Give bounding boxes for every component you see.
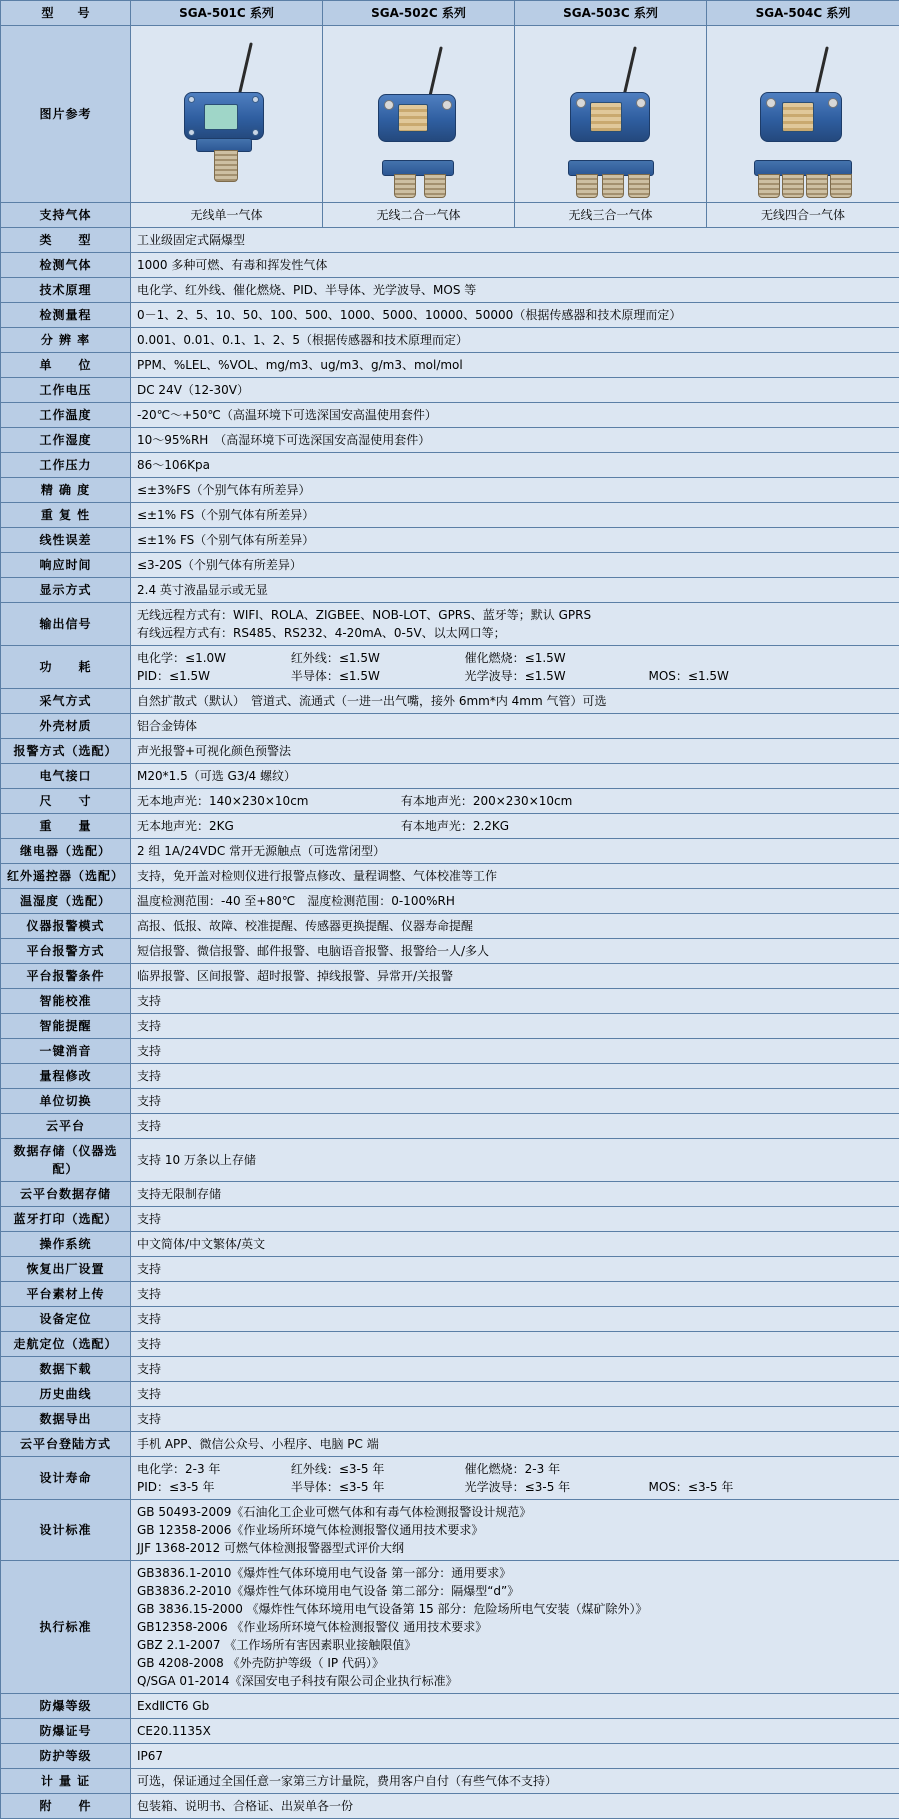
table-row xyxy=(1,1139,899,1182)
design-standard-label: 设计标准 xyxy=(1,1500,131,1561)
row-label: 计 量 证 xyxy=(1,1769,131,1794)
table-row xyxy=(1,1332,899,1357)
table-row xyxy=(1,328,899,353)
power-line-1 xyxy=(137,649,893,667)
row-label: 防爆等级 xyxy=(1,1694,131,1719)
table-row xyxy=(1,1182,899,1207)
row-value: 支持 xyxy=(131,1357,899,1382)
row-label: 恢复出厂设置 xyxy=(1,1257,131,1282)
row-value: ≤±3%FS（个别气体有所差异） xyxy=(131,478,899,503)
table-row xyxy=(1,689,899,714)
row-label: 技术原理 xyxy=(1,278,131,303)
table-row xyxy=(1,378,899,403)
row-value: 支持 xyxy=(131,1282,899,1307)
row-label: 线性误差 xyxy=(1,528,131,553)
device-image-502c xyxy=(323,26,515,203)
table-row xyxy=(1,578,899,603)
row-label: 外壳材质 xyxy=(1,714,131,739)
row-value: 2 组 1A/24VDC 常开无源触点（可选常闭型） xyxy=(131,839,899,864)
table-row xyxy=(1,1744,899,1769)
exec-standard-line: Q/SGA 01-2014《深国安电子科技有限公司企业执行标准》 xyxy=(137,1672,893,1690)
table-row xyxy=(1,1307,899,1332)
size-with-alarm: 有本地声光：200×230×10cm xyxy=(401,792,572,810)
row-value: 支持 xyxy=(131,1257,899,1282)
row-label: 数据下载 xyxy=(1,1357,131,1382)
design-standard-line: GB 12358-2006《作业场所环境气体检测报警仪通用技术要求》 xyxy=(137,1521,893,1539)
table-row xyxy=(1,403,899,428)
row-value: 自然扩散式（默认） 管道式、流通式（一进一出气嘴，接外 6mm*内 4mm 气管）可选 xyxy=(131,689,899,714)
power-line-2 xyxy=(137,667,893,685)
row-value: 0.001、0.01、0.1、1、2、5（根据传感器和技术原理而定） xyxy=(131,328,899,353)
row-value: 铝合金铸体 xyxy=(131,714,899,739)
lifetime-label: 设计寿命 xyxy=(1,1457,131,1500)
exec-standard-line: GB3836.1-2010《爆炸性气体环境用电气设备 第一部分：通用要求》 xyxy=(137,1564,893,1582)
row-label: 工作温度 xyxy=(1,403,131,428)
row-label: 分 辨 率 xyxy=(1,328,131,353)
row-label: 防护等级 xyxy=(1,1744,131,1769)
size-without-alarm: 无本地声光：140×230×10cm xyxy=(137,792,397,810)
row-value: PPM、%LEL、%VOL、mg/m3、ug/m3、g/m3、mol/mol xyxy=(131,353,899,378)
row-value: CE20.1135X xyxy=(131,1719,899,1744)
row-value: 支持 xyxy=(131,1114,899,1139)
gas-support-502c: 无线二合一气体 xyxy=(323,203,515,228)
row-value: 支持 xyxy=(131,1089,899,1114)
row-label: 历史曲线 xyxy=(1,1382,131,1407)
table-row xyxy=(1,1089,899,1114)
table-row xyxy=(1,739,899,764)
table-row-output-signal xyxy=(1,603,899,646)
table-row xyxy=(1,1282,899,1307)
detector-drawing-quad xyxy=(728,34,878,194)
row-label: 继电器（选配） xyxy=(1,839,131,864)
row-label: 云平台数据存储 xyxy=(1,1182,131,1207)
row-value: 86～106Kpa xyxy=(131,453,899,478)
weight-with-alarm: 有本地声光：2.2KG xyxy=(401,817,509,835)
power-optical: 光学波导：≤1.5W xyxy=(465,667,645,685)
row-label: 云平台 xyxy=(1,1114,131,1139)
row-label: 工作湿度 xyxy=(1,428,131,453)
row-label: 类 型 xyxy=(1,228,131,253)
row-label: 平台报警条件 xyxy=(1,964,131,989)
row-value: 温度检测范围：-40 至+80℃ 湿度检测范围：0-100%RH xyxy=(131,889,899,914)
row-value: ≤±1% FS（个别气体有所差异） xyxy=(131,503,899,528)
power-value xyxy=(131,646,899,689)
row-value: 包装箱、说明书、合格证、出炭单各一份 xyxy=(131,1794,899,1819)
power-electrochemical: 电化学：≤1.0W xyxy=(137,649,287,667)
row-label: 仪器报警模式 xyxy=(1,914,131,939)
table-row xyxy=(1,1382,899,1407)
row-label: 单位切换 xyxy=(1,1089,131,1114)
row-value: 支持 xyxy=(131,989,899,1014)
output-signal-value xyxy=(131,603,899,646)
lifetime-value xyxy=(131,1457,899,1500)
table-row xyxy=(1,278,899,303)
row-value: 2.4 英寸液晶显示或无显 xyxy=(131,578,899,603)
table-row-power xyxy=(1,646,899,689)
output-signal-line-wireless: 无线远程方式有：WIFI、ROLA、ZIGBEE、NOB-LOT、GPRS、蓝牙等；默认 GPRS xyxy=(137,606,893,624)
table-row xyxy=(1,1769,899,1794)
lifetime-optical: 光学波导：≤3-5 年 xyxy=(465,1478,645,1496)
table-row xyxy=(1,1357,899,1382)
row-value: 1000 多种可燃、有毒和挥发性气体 xyxy=(131,253,899,278)
row-value: DC 24V（12-30V） xyxy=(131,378,899,403)
table-row xyxy=(1,1064,899,1089)
table-row xyxy=(1,764,899,789)
row-value: 10～95%RH （高湿环境下可选深国安高湿使用套件） xyxy=(131,428,899,453)
row-label: 工作压力 xyxy=(1,453,131,478)
row-label: 数据存储（仪器选配） xyxy=(1,1139,131,1182)
detector-drawing-single xyxy=(152,34,302,194)
device-image-504c xyxy=(707,26,899,203)
row-label: 采气方式 xyxy=(1,689,131,714)
detector-drawing-triple xyxy=(536,34,686,194)
row-label: 重 复 性 xyxy=(1,503,131,528)
row-label: 温湿度（选配） xyxy=(1,889,131,914)
row-value: 支持 xyxy=(131,1014,899,1039)
design-standard-value xyxy=(131,1500,899,1561)
exec-standard-line: GBZ 2.1-2007 《工作场所有害因素职业接触限值》 xyxy=(137,1636,893,1654)
table-row xyxy=(1,1232,899,1257)
row-value: 工业级固定式隔爆型 xyxy=(131,228,899,253)
exec-standard-label: 执行标准 xyxy=(1,1561,131,1694)
row-label: 操作系统 xyxy=(1,1232,131,1257)
output-signal-label: 输出信号 xyxy=(1,603,131,646)
lifetime-mos: MOS：≤3-5 年 xyxy=(648,1478,733,1496)
row-value: 支持 xyxy=(131,1064,899,1089)
lifetime-line-1 xyxy=(137,1460,893,1478)
exec-standard-line: GB3836.2-2010《爆炸性气体环境用电气设备 第二部分：隔爆型“d”》 xyxy=(137,1582,893,1600)
gas-support-501c: 无线单一气体 xyxy=(131,203,323,228)
device-image-503c xyxy=(515,26,707,203)
power-pid: PID：≤1.5W xyxy=(137,667,287,685)
row-value: 高报、低报、故障、校准提醒、传感器更换提醒、仪器寿命提醒 xyxy=(131,914,899,939)
row-label: 工作电压 xyxy=(1,378,131,403)
table-row xyxy=(1,1719,899,1744)
row-value: 电化学、红外线、催化燃烧、PID、半导体、光学波导、MOS 等 xyxy=(131,278,899,303)
table-row xyxy=(1,1794,899,1819)
row-label: 数据导出 xyxy=(1,1407,131,1432)
table-row xyxy=(1,839,899,864)
row-value: 声光报警+可视化颜色预警法 xyxy=(131,739,899,764)
row-value: ExdⅡCT6 Gb xyxy=(131,1694,899,1719)
exec-standard-line: GB 4208-2008 《外壳防护等级（ IP 代码）》 xyxy=(137,1654,893,1672)
row-value: 中文简体/中文繁体/英文 xyxy=(131,1232,899,1257)
table-row xyxy=(1,503,899,528)
table-row xyxy=(1,1407,899,1432)
table-row xyxy=(1,1114,899,1139)
table-row xyxy=(1,989,899,1014)
gas-support-503c: 无线三合一气体 xyxy=(515,203,707,228)
row-label: 云平台登陆方式 xyxy=(1,1432,131,1457)
detector-drawing-dual xyxy=(344,34,494,194)
row-label: 检测量程 xyxy=(1,303,131,328)
exec-standard-line: GB 3836.15-2000 《爆炸性气体环境用电气设备第 15 部分：危险场所电气安装（煤矿除外）》 xyxy=(137,1600,893,1618)
table-row xyxy=(1,353,899,378)
row-label: 蓝牙打印（选配） xyxy=(1,1207,131,1232)
table-row-images xyxy=(1,26,899,203)
weight-label: 重 量 xyxy=(1,814,131,839)
power-catalytic: 催化燃烧：≤1.5W xyxy=(465,649,566,667)
row-value: 可选，保证通过全国任意一家第三方计量院，费用客户自付（有些气体不支持） xyxy=(131,1769,899,1794)
row-value: 短信报警、微信报警、邮件报警、电脑语音报警、报警给一人/多人 xyxy=(131,939,899,964)
model-label: 型 号 xyxy=(1,1,131,26)
image-row-label: 图片参考 xyxy=(1,26,131,203)
power-label: 功 耗 xyxy=(1,646,131,689)
row-value: 支持 xyxy=(131,1382,899,1407)
table-row xyxy=(1,528,899,553)
lifetime-infrared: 红外线：≤3-5 年 xyxy=(291,1460,461,1478)
table-row xyxy=(1,303,899,328)
row-label: 智能校准 xyxy=(1,989,131,1014)
row-value: 支持，免开盖对检则仪进行报警点修改、量程调整、气体校准等工作 xyxy=(131,864,899,889)
exec-standard-value xyxy=(131,1561,899,1694)
model-501c: SGA-501C 系列 xyxy=(131,1,323,26)
table-row xyxy=(1,1014,899,1039)
table-row xyxy=(1,228,899,253)
gas-support-label: 支持气体 xyxy=(1,203,131,228)
size-label: 尺 寸 xyxy=(1,789,131,814)
table-row xyxy=(1,914,899,939)
row-label: 量程修改 xyxy=(1,1064,131,1089)
row-label: 智能提醒 xyxy=(1,1014,131,1039)
row-label: 响应时间 xyxy=(1,553,131,578)
table-row-exec-standard xyxy=(1,1561,899,1694)
device-image-501c xyxy=(131,26,323,203)
table-row xyxy=(1,553,899,578)
row-value: IP67 xyxy=(131,1744,899,1769)
row-label: 检测气体 xyxy=(1,253,131,278)
row-label: 红外遥控器（选配） xyxy=(1,864,131,889)
table-row-weight xyxy=(1,814,899,839)
row-label: 精 确 度 xyxy=(1,478,131,503)
row-value: -20℃～+50℃（高温环境下可选深国安高温使用套件） xyxy=(131,403,899,428)
table-row xyxy=(1,453,899,478)
lifetime-catalytic: 催化燃烧：2-3 年 xyxy=(465,1460,560,1478)
design-standard-line: JJF 1368-2012 可燃气体检测报警器型式评价大纲 xyxy=(137,1539,893,1557)
lifetime-pid: PID：≤3-5 年 xyxy=(137,1478,287,1496)
lifetime-line-2 xyxy=(137,1478,893,1496)
table-row-header xyxy=(1,1,899,26)
table-row xyxy=(1,1432,899,1457)
design-standard-line: GB 50493-2009《石油化工企业可燃气体和有毒气体检测报警设计规范》 xyxy=(137,1503,893,1521)
row-label: 附 件 xyxy=(1,1794,131,1819)
table-row xyxy=(1,714,899,739)
table-row-size xyxy=(1,789,899,814)
row-value: 支持 xyxy=(131,1407,899,1432)
lifetime-electrochemical: 电化学：2-3 年 xyxy=(137,1460,287,1478)
row-value: 支持 xyxy=(131,1307,899,1332)
model-504c: SGA-504C 系列 xyxy=(707,1,899,26)
row-value: 支持 xyxy=(131,1332,899,1357)
row-value: 支持 10 万条以上存储 xyxy=(131,1139,899,1182)
row-label: 报警方式（选配） xyxy=(1,739,131,764)
row-value: 支持无限制存储 xyxy=(131,1182,899,1207)
table-row xyxy=(1,1694,899,1719)
row-value: 支持 xyxy=(131,1207,899,1232)
model-502c: SGA-502C 系列 xyxy=(323,1,515,26)
table-row xyxy=(1,478,899,503)
table-row xyxy=(1,864,899,889)
table-row xyxy=(1,253,899,278)
row-label: 单 位 xyxy=(1,353,131,378)
gas-support-504c: 无线四合一气体 xyxy=(707,203,899,228)
row-label: 设备定位 xyxy=(1,1307,131,1332)
row-label: 电气接口 xyxy=(1,764,131,789)
table-row-design-standard xyxy=(1,1500,899,1561)
table-row xyxy=(1,939,899,964)
table-row xyxy=(1,1207,899,1232)
model-503c: SGA-503C 系列 xyxy=(515,1,707,26)
table-row xyxy=(1,889,899,914)
exec-standard-line: GB12358-2006 《作业场所环境气体检测报警仪 通用技术要求》 xyxy=(137,1618,893,1636)
output-signal-line-wired: 有线远程方式有：RS485、RS232、4-20mA、0-5V、以太网口等； xyxy=(137,624,893,642)
row-value: 0－1、2、5、10、50、100、500、1000、5000、10000、50000（根据传感器和技术原理而定） xyxy=(131,303,899,328)
table-row xyxy=(1,1257,899,1282)
size-value xyxy=(131,789,899,814)
table-row-gas-support xyxy=(1,203,899,228)
row-label: 防爆证号 xyxy=(1,1719,131,1744)
row-label: 显示方式 xyxy=(1,578,131,603)
table-row xyxy=(1,428,899,453)
row-label: 平台报警方式 xyxy=(1,939,131,964)
table-row xyxy=(1,964,899,989)
power-mos: MOS：≤1.5W xyxy=(648,667,728,685)
row-label: 走航定位（选配） xyxy=(1,1332,131,1357)
table-row xyxy=(1,1039,899,1064)
row-label: 平台素材上传 xyxy=(1,1282,131,1307)
row-label: 一键消音 xyxy=(1,1039,131,1064)
row-value: 支持 xyxy=(131,1039,899,1064)
lifetime-semiconductor: 半导体：≤3-5 年 xyxy=(291,1478,461,1496)
row-value: ≤±1% FS（个别气体有所差异） xyxy=(131,528,899,553)
row-value: 临界报警、区间报警、超时报警、掉线报警、异常开/关报警 xyxy=(131,964,899,989)
power-semiconductor: 半导体：≤1.5W xyxy=(291,667,461,685)
row-value: M20*1.5（可选 G3/4 螺纹） xyxy=(131,764,899,789)
row-value: 手机 APP、微信公众号、小程序、电脑 PC 端 xyxy=(131,1432,899,1457)
weight-value xyxy=(131,814,899,839)
power-infrared: 红外线：≤1.5W xyxy=(291,649,461,667)
weight-without-alarm: 无本地声光：2KG xyxy=(137,817,397,835)
row-value: ≤3-20S（个别气体有所差异） xyxy=(131,553,899,578)
table-row-lifetime xyxy=(1,1457,899,1500)
